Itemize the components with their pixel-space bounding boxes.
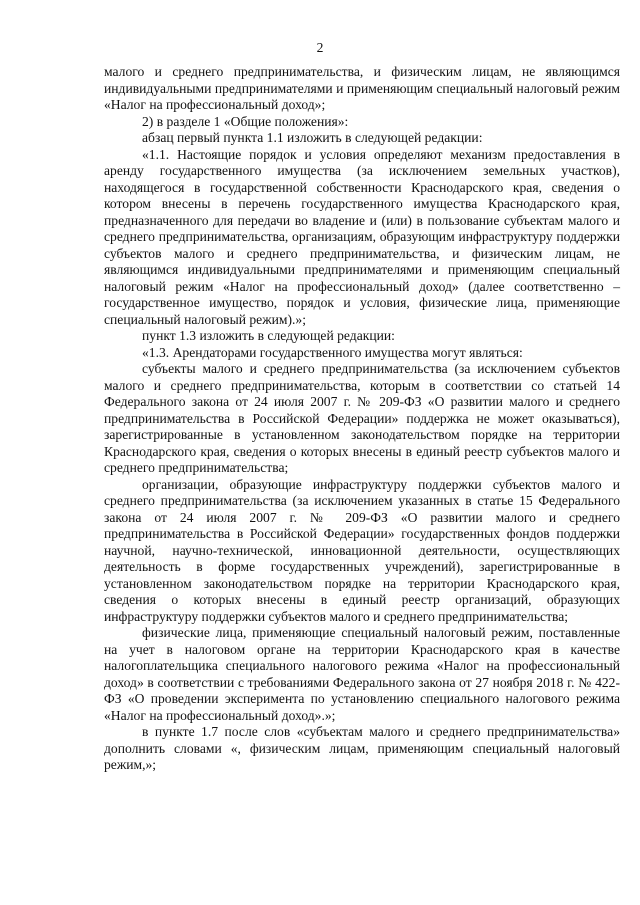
page-number: 2 <box>316 40 324 55</box>
paragraph: в пункте 1.7 после слов «субъектам малого и среднего предпринимательства» дополнить словами «, физическим лицам, применяющим специальный налоговый режим,»; <box>104 724 620 772</box>
paragraph: абзац первый пункта 1.1 изложить в следующей редакции: <box>142 130 483 145</box>
paragraph: пункт 1.3 изложить в следующей редакции: <box>142 328 395 343</box>
paragraph: субъекты малого и среднего предпринимательства (за исключением субъектов малого и среднего предпринимательства, которым в соответствии со статьей 14 Федерального закона от 24 июля 2007 г. № 209-ФЗ «О развитии малого и среднего предпринимательства в Российской Федерации» поддержка не может оказываться), зарегистрированные в установленном законодательством порядке на территории Краснодарского края, сведения о которых внесены в единый реестр субъектов малого и среднего предпринимательства; <box>104 361 620 475</box>
paragraph: малого и среднего предпринимательства, и физическим лицам, не являющимся индивидуальными предпринимателями и применяющим специальный налоговый режим «Налог на профессиональный доход»; <box>104 64 620 112</box>
document-body <box>104 64 620 774</box>
paragraph: «1.1. Настоящие порядок и условия определяют механизм предоставления в аренду государственного имущества (за исключением земельных участков), находящегося в государственной собственности Краснодарского края, сведения о котором внесены в перечень государственного имущества Краснодарского края, предназначенного для передачи во владение и (или) в пользование субъектам малого и среднего предпринимательства, организациям, образующим инфраструктуру поддержки субъектов малого и среднего предпринимательства, и физическим лицам, не являющимся индивидуальными предпринимателями и применяющим специальный налоговый режим «Налог на профессиональный доход» (далее соответственно – государственное имущество, порядок и условия, физические лица, применяющие специальный налоговый режим).»; <box>104 146 620 327</box>
paragraph: организации, образующие инфраструктуру поддержки субъектов малого и среднего предпринимательства (за исключением указанных в статье 15 Федерального закона от 24 июля 2007 г. № 209-ФЗ «О развитии малого и среднего предпринимательства в Российской Федерации» государственных фондов поддержки научной, научно-технической, инновационной деятельности, осуществляющих деятельность в форме государственных учреждений), зарегистрированные в установленном законодательством порядке на территории Краснодарского края, сведения о которых внесены в единый реестр организаций, образующих инфраструктуру поддержки субъектов малого и среднего предпринимательства; <box>104 476 620 624</box>
paragraph: 2) в разделе 1 «Общие положения»: <box>142 113 349 129</box>
paragraph: физические лица, применяющие специальный налоговый режим, поставленные на учет в налоговом органе на территории Краснодарского края в качестве налогоплательщика специального налогового режима «Налог на профессиональный доход» в соответствии с требованиями Федерального закона от 27 ноября 2018 г. № 422-ФЗ «О проведении эксперимента по установлению специального налогового режима «Налог на профессиональный доход».»; <box>104 625 620 723</box>
paragraph: «1.3. Арендаторами государственного имущества могут являться: <box>142 344 523 360</box>
